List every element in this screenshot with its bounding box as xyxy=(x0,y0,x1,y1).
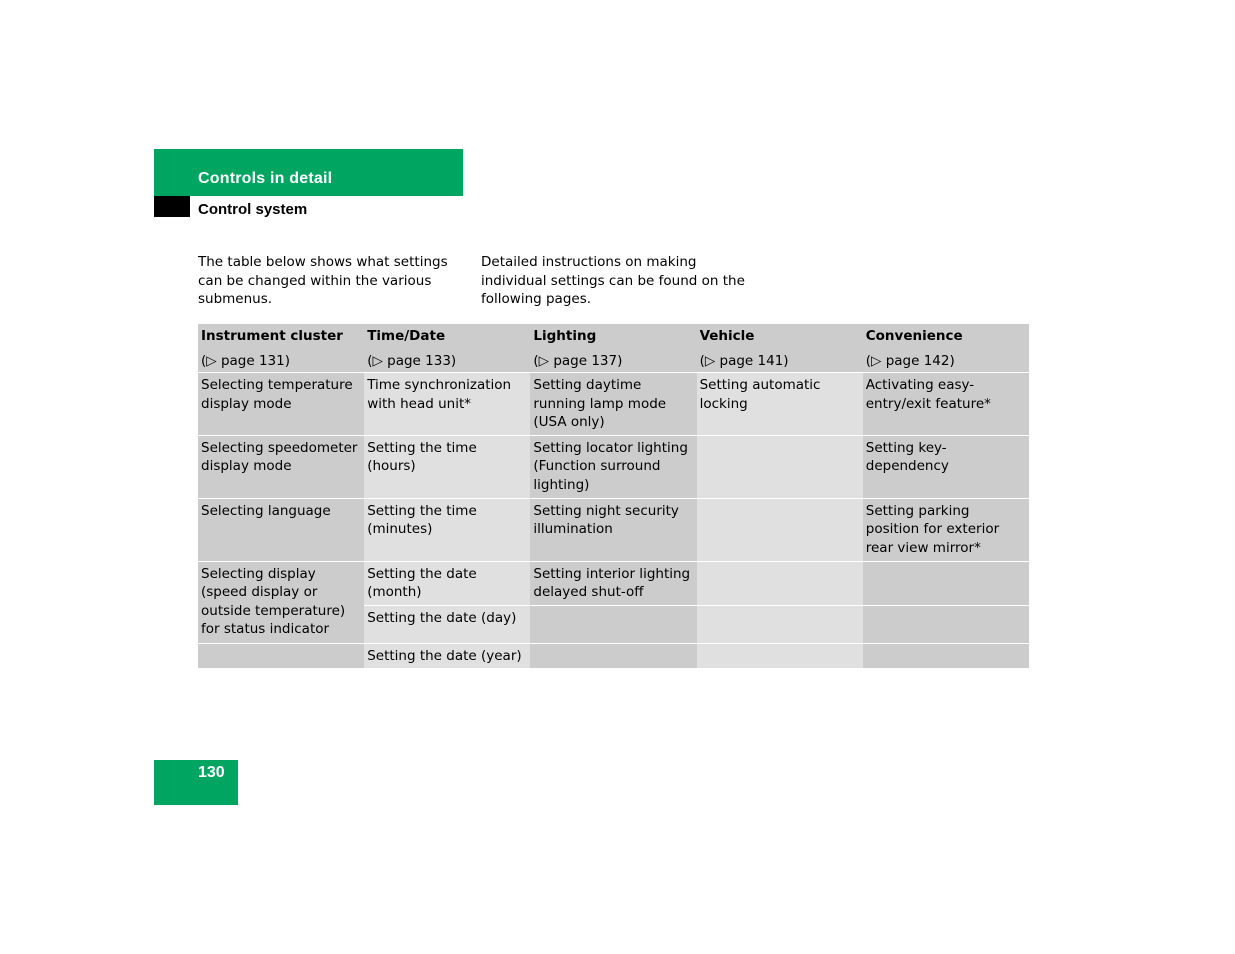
column-name: Convenience xyxy=(865,328,963,344)
table-row xyxy=(198,498,1029,561)
table-cell: Selecting speedometer display mode xyxy=(198,435,364,498)
table-cell: Setting parking position for exterior rear view mirror* xyxy=(863,498,1029,561)
table-cell xyxy=(697,561,863,605)
table-cell: Selecting display (speed display or outside temperature) for status indicator xyxy=(198,561,364,643)
table-cell: Setting daytime running lamp mode (USA only) xyxy=(530,373,696,436)
table-cell xyxy=(697,605,863,643)
table-row xyxy=(198,435,1029,498)
column-header xyxy=(863,324,1029,373)
table-cell xyxy=(697,498,863,561)
table-row xyxy=(198,643,1029,669)
table-cell: Setting key-dependency xyxy=(863,435,1029,498)
table-cell xyxy=(198,643,364,669)
table-cell: Setting night security illumination xyxy=(530,498,696,561)
column-header xyxy=(364,324,530,373)
page-reference: (▷ page 133) xyxy=(367,352,457,369)
table-cell: Setting locator lighting (Function surround lighting) xyxy=(530,435,696,498)
intro-paragraph-left: The table below shows what settings can be changed within the various submenus. xyxy=(198,254,448,307)
table-cell: Selecting temperature display mode xyxy=(198,373,364,436)
column-header xyxy=(697,324,863,373)
table-cell: Selecting language xyxy=(198,498,364,561)
table-cell xyxy=(697,435,863,498)
section-marker xyxy=(154,196,190,217)
table-cell: Activating easy-entry/exit feature* xyxy=(863,373,1029,436)
intro-paragraph-right: Detailed instructions on making individual settings can be found on the following pages. xyxy=(481,254,745,307)
table-row xyxy=(198,373,1029,436)
table-cell: Setting the time (minutes) xyxy=(364,498,530,561)
table-cell xyxy=(530,605,696,643)
page-number-box xyxy=(154,760,238,805)
table-cell: Setting the time (hours) xyxy=(364,435,530,498)
table-cell xyxy=(863,643,1029,669)
column-header xyxy=(198,324,364,373)
table-cell: Setting the date (month) xyxy=(364,561,530,605)
settings-table xyxy=(198,324,1029,669)
page-reference: (▷ page 131) xyxy=(201,352,290,369)
page-number: 130 xyxy=(198,764,225,781)
table-cell xyxy=(530,643,696,669)
page-reference: (▷ page 141) xyxy=(699,352,789,369)
table-cell: Setting the date (year) xyxy=(364,643,530,669)
table-row xyxy=(198,561,1029,605)
column-name: Time/Date xyxy=(367,328,446,344)
table-cell: Setting the date (day) xyxy=(364,605,530,643)
table-cell: Time synchronization with head unit* xyxy=(364,373,530,436)
table-header-row xyxy=(198,324,1029,373)
table-cell xyxy=(697,643,863,669)
column-name: Lighting xyxy=(533,328,597,344)
page-reference: (▷ page 137) xyxy=(533,352,623,369)
column-name: Instrument cluster xyxy=(201,328,343,344)
page-reference: (▷ page 142) xyxy=(865,352,955,369)
section-title: Controls in detail xyxy=(198,170,333,187)
table-cell xyxy=(863,561,1029,605)
table-cell xyxy=(863,605,1029,643)
table-cell: Setting interior lighting delayed shut-off xyxy=(530,561,696,605)
table-cell: Setting automatic locking xyxy=(697,373,863,436)
subsection-title: Control system xyxy=(198,201,308,218)
column-name: Vehicle xyxy=(699,328,755,344)
column-header xyxy=(530,324,696,373)
